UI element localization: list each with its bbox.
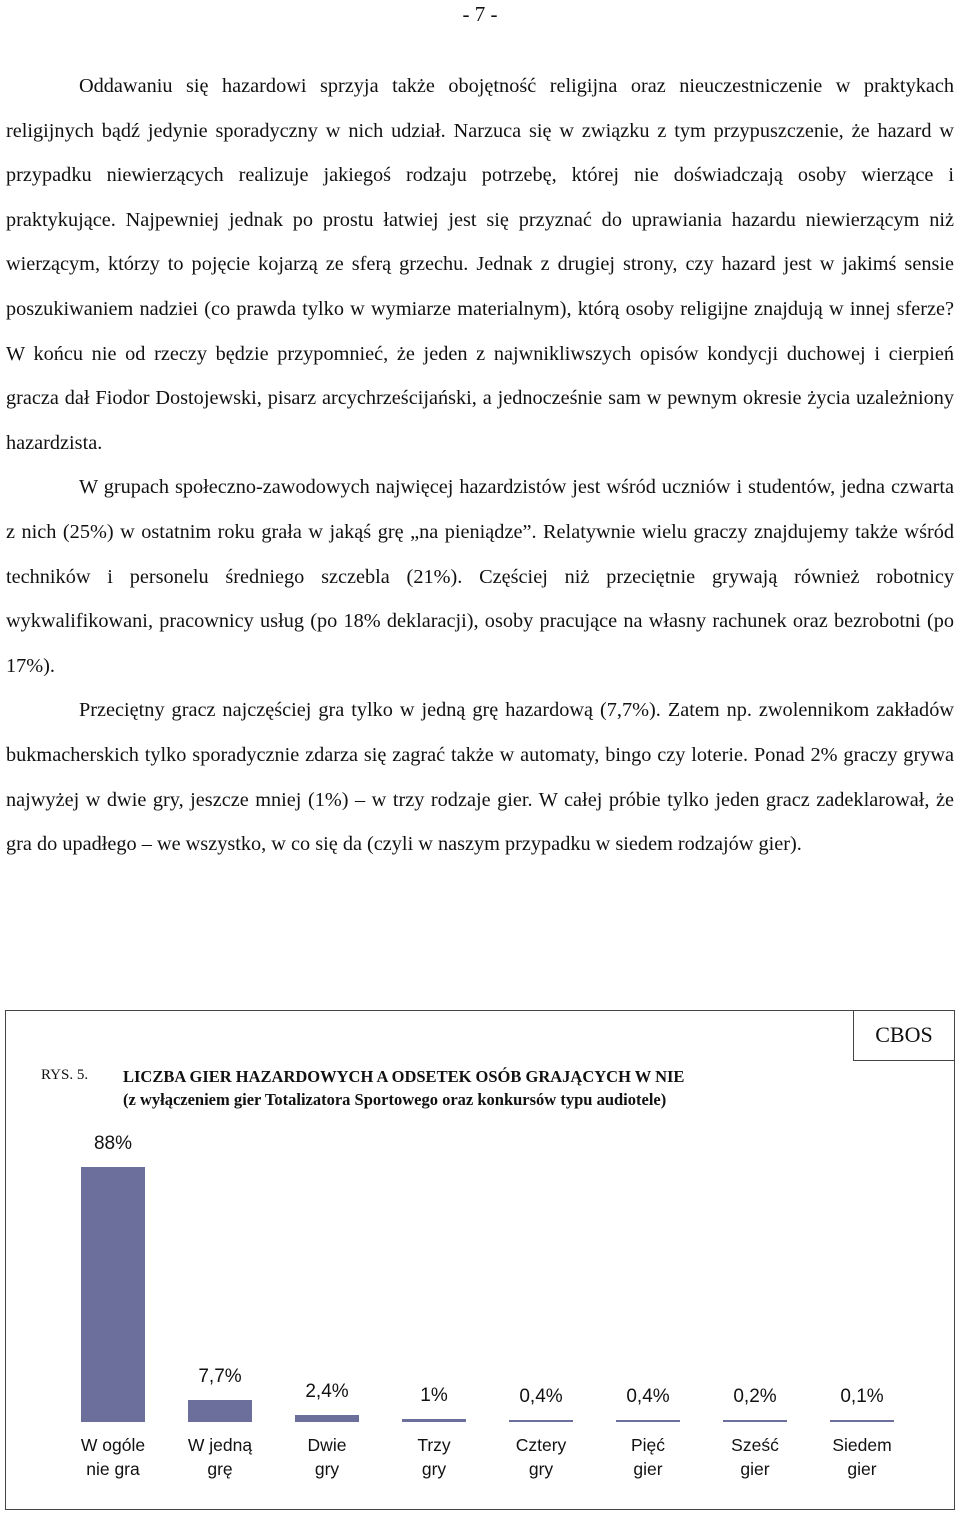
value-label-3: 1% xyxy=(420,1385,448,1407)
bar-6 xyxy=(723,1420,787,1422)
bar-3 xyxy=(402,1419,466,1422)
source-box: CBOS xyxy=(853,1010,955,1061)
value-label-7: 0,1% xyxy=(840,1386,884,1407)
category-label-2: Dwie gry xyxy=(307,1435,347,1479)
bar-7 xyxy=(830,1420,894,1422)
category-label-4: Cztery gry xyxy=(515,1435,567,1479)
figure-title-line-1: LICZBA GIER HAZARDOWYCH A ODSETEK OSÓB GRAJĄCYCH W NIE xyxy=(123,1067,685,1086)
body-text xyxy=(6,64,954,867)
category-label-1: W jedną grę xyxy=(187,1435,253,1479)
figure-box xyxy=(5,1010,955,1510)
value-label-1: 7,7% xyxy=(198,1365,242,1387)
category-label-3: Trzy gry xyxy=(417,1435,451,1479)
paragraph-2: W grupach społeczno-zawodowych najwięcej hazardzistów jest wśród uczniów i studentów, jedna czwarta z nich (25%) w ostatnim roku grała w jakąś grę „na pieniądze”. Relatywnie wielu graczy znajdujemy także wśród techników i personelu średniego szczebla (21%). Częściej niż przeciętnie grywają również robotnicy wykwalifikowani, pracownicy usług (po 18% deklaracji), osoby pracujące na własny rachunek oraz bezrobotni (po 17%). xyxy=(6,476,954,677)
category-label-7: Siedem gier xyxy=(832,1435,892,1479)
page-number: - 7 - xyxy=(462,2,498,26)
bar-4 xyxy=(509,1420,573,1422)
category-label-5: Pięć gier xyxy=(630,1435,666,1479)
figure-title-line-2: (z wyłączeniem gier Totalizatora Sportowego oraz konkursów typu audiotele) xyxy=(123,1090,667,1109)
category-label-6: Sześć gier xyxy=(731,1435,779,1479)
category-label-0: W ogóle nie gra xyxy=(80,1435,146,1479)
bar-5 xyxy=(616,1420,680,1422)
value-label-6: 0,2% xyxy=(733,1386,777,1407)
value-label-2: 2,4% xyxy=(305,1381,349,1403)
value-label-0: 88% xyxy=(93,1132,133,1154)
bar-chart xyxy=(6,1011,956,1511)
paragraph-3: Przeciętny gracz najczęściej gra tylko w jedną grę hazardową (7,7%). Zatem np. zwolennikom zakładów bukmacherskich tylko sporadycznie zdarza się zagrać także w automaty, bingo czy loterie. Ponad 2% graczy grywa najwyżej w dwie gry, jeszcze mniej (1%) – w trzy rodzaje gier. W całej próbie tylko jeden gracz zadeklarował, że gra do upadłego – we wszystko, w co się da (czyli w naszym przypadku w siedem rodzajów gier). xyxy=(6,699,954,856)
bar-1 xyxy=(188,1400,252,1422)
bar-0 xyxy=(81,1167,145,1422)
paragraph-1: Oddawaniu się hazardowi sprzyja także obojętność religijna oraz nieuczestniczenie w praktykach religijnych bądź jedynie sporadyczny w nich udział. Narzuca się w związku z tym przypuszczenie, że hazard w przypadku niewierzących realizuje jakiegoś rodzaju potrzebę, której nie doświadczają osoby wierzące i praktykujące. Najpewniej jednak po prostu łatwiej jest się przyznać do uprawiania hazardu niewierzącym niż wierzącym, którzy to pojęcie kojarzą ze sferą grzechu. Jednak z drugiej strony, czy hazard jest w jakimś sensie poszukiwaniem nadziei (co prawda tylko w wymiarze materialnym), którą osoby religijne znajdują w innej sferze? W końcu nie od rzeczy będzie przypomnieć, że jeden z najwnikliwszych opisów kondycji duchowej i cierpień gracza dał Fiodor Dostojewski, pisarz arcychrześcijański, a jednocześnie sam w pewnym okresie życia uzależniony hazardzista. xyxy=(6,75,954,454)
figure-label: RYS. 5. xyxy=(41,1067,89,1083)
value-label-5: 0,4% xyxy=(626,1386,670,1407)
value-label-4: 0,4% xyxy=(519,1386,563,1407)
bar-2 xyxy=(295,1415,359,1422)
